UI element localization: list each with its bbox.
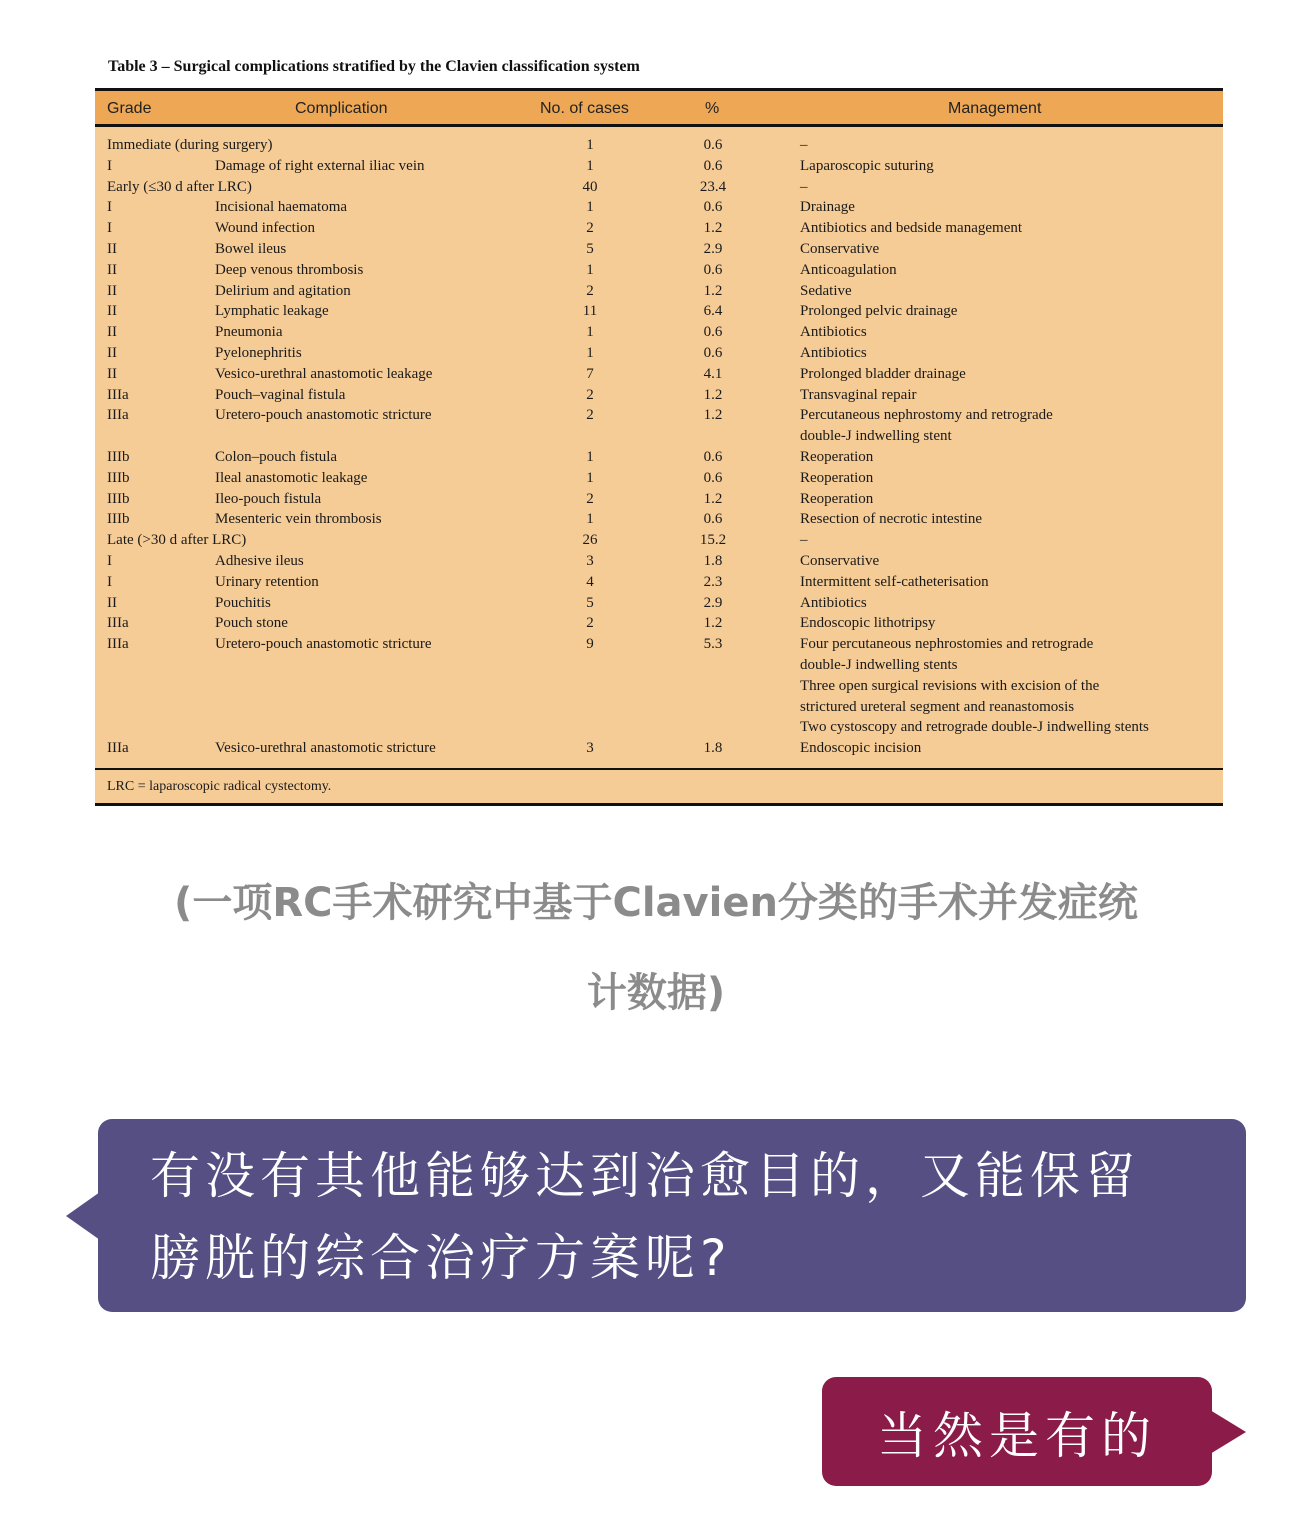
cell-cases: 2 <box>586 615 594 632</box>
cell-grade: I <box>107 157 112 174</box>
cell-percent: 5.3 <box>703 636 723 653</box>
cell-management: double-J indwelling stent <box>800 428 952 445</box>
cell-cases: 2 <box>586 407 594 424</box>
cell-grade: II <box>107 594 117 611</box>
cell-grade: IIIb <box>107 490 130 507</box>
cell-cases: 1 <box>586 344 594 361</box>
cell-management: Antibiotics <box>800 594 867 611</box>
table-row <box>95 530 1223 551</box>
cell-complication: Pouch stone <box>215 615 288 632</box>
table-row <box>95 177 1223 198</box>
cell-management: Endoscopic lithotripsy <box>800 615 936 632</box>
table-row <box>95 697 1223 718</box>
complications-table <box>95 88 1223 806</box>
header-grade: Grade <box>107 100 152 117</box>
cell-cases: 2 <box>586 282 594 299</box>
cell-percent: 1.8 <box>703 552 723 569</box>
cell-cases: 1 <box>586 157 594 174</box>
table-row <box>95 468 1223 489</box>
cell-percent: 0.6 <box>703 324 723 341</box>
table-row <box>95 218 1223 239</box>
cell-complication: Pouch–vaginal fistula <box>215 386 346 403</box>
header-management: Management <box>948 100 1042 117</box>
table-row <box>95 634 1223 655</box>
cell-cases: 40 <box>582 178 598 195</box>
cell-complication: Ileo-pouch fistula <box>215 490 322 507</box>
table-row <box>95 301 1223 322</box>
cell-grade: II <box>107 303 117 320</box>
cell-grade: IIIb <box>107 511 130 528</box>
cell-complication: Vesico-urethral anastomotic stricture <box>215 740 436 757</box>
cell-complication: Bowel ileus <box>215 240 287 257</box>
cell-management: strictured ureteral segment and reanastomosis <box>800 698 1075 715</box>
cell-percent: 0.6 <box>703 469 723 486</box>
cell-management: Resection of necrotic intestine <box>800 511 983 528</box>
cell-management: Conservative <box>800 552 880 569</box>
table-row <box>95 364 1223 385</box>
cell-cases: 5 <box>586 240 594 257</box>
table-row <box>95 197 1223 218</box>
cell-management: Conservative <box>800 240 880 257</box>
cell-percent: 2.9 <box>703 594 723 611</box>
table-row <box>95 509 1223 530</box>
answer-bubble-tail <box>1210 1410 1246 1454</box>
cell-percent: 2.3 <box>703 573 723 590</box>
caption-line-2: 计数据) <box>586 970 726 1016</box>
cell-complication: Incisional haematoma <box>215 199 348 216</box>
cell-grade: IIIa <box>107 407 129 424</box>
cell-complication: Colon–pouch fistula <box>215 448 338 465</box>
table-row <box>95 447 1223 468</box>
cell-cases: 1 <box>586 199 594 216</box>
cell-percent: 0.6 <box>703 344 723 361</box>
cell-cases: 1 <box>586 137 594 153</box>
table-footnote: LRC = laparoscopic radical cystectomy. <box>107 779 332 794</box>
cell-cases: 3 <box>586 552 594 569</box>
cell-grade: I <box>107 552 112 569</box>
cell-percent: 2.9 <box>703 240 723 257</box>
cell-percent: 1.8 <box>703 740 723 757</box>
cell-grade: II <box>107 282 117 299</box>
cell-grade: IIIb <box>107 448 130 465</box>
cell-grade: II <box>107 324 117 341</box>
cell-percent: 1.2 <box>703 407 723 424</box>
cell-complication: Damage of right external iliac vein <box>215 157 425 174</box>
cell-complication: Uretero-pouch anastomotic stricture <box>215 407 432 424</box>
table-row <box>95 613 1223 634</box>
table-header <box>95 88 1223 127</box>
cell-grade: I <box>107 220 112 237</box>
figure-caption <box>80 858 1232 1038</box>
table-row <box>95 572 1223 593</box>
cell-management: Two cystoscopy and retrograde double-J indwelling stents <box>800 719 1149 736</box>
question-bubble <box>98 1119 1246 1312</box>
cell-percent: 0.6 <box>703 199 723 216</box>
cell-management: Antibiotics and bedside management <box>800 220 1023 237</box>
cell-percent: 0.6 <box>703 137 723 153</box>
cell-grade: IIIa <box>107 386 129 403</box>
table-row <box>95 135 1223 156</box>
cell-management: Transvaginal repair <box>800 386 917 403</box>
cell-percent: 15.2 <box>699 532 727 549</box>
cell-percent: 1.2 <box>703 386 723 403</box>
cell-complication: Pyelonephritis <box>215 344 302 361</box>
caption-line-1: (一项RC手术研究中基于Clavien分类的手术并发症统 <box>174 880 1138 926</box>
cell-management: Reoperation <box>800 448 874 465</box>
cell-percent: 4.1 <box>703 365 723 382</box>
cell-grade: II <box>107 261 117 278</box>
table-title: Table 3 – Surgical complications stratified by the Clavien classification system <box>108 58 640 75</box>
table-row <box>95 676 1223 697</box>
cell-percent: 1.2 <box>703 282 723 299</box>
cell-percent: 1.2 <box>703 490 723 507</box>
table-row <box>95 260 1223 281</box>
cell-management: double-J indwelling stents <box>800 656 958 673</box>
cell-grade: IIIa <box>107 740 129 757</box>
cell-management: Prolonged pelvic drainage <box>800 303 958 320</box>
cell-management: – <box>800 178 808 195</box>
question-text <box>150 1135 1210 1299</box>
answer-bubble <box>822 1377 1212 1486</box>
cell-percent: 1.2 <box>703 615 723 632</box>
question-bubble-tail <box>66 1192 100 1240</box>
cell-cases: 2 <box>586 386 594 403</box>
table-row <box>95 281 1223 302</box>
cell-grade: II <box>107 240 117 257</box>
table-row <box>95 655 1223 676</box>
cell-percent: 0.6 <box>703 448 723 465</box>
table-row <box>95 405 1223 426</box>
cell-percent: 0.6 <box>703 261 723 278</box>
cell-percent: 23.4 <box>699 178 727 195</box>
cell-cases: 1 <box>586 324 594 341</box>
cell-grade: I <box>107 573 112 590</box>
cell-management: Drainage <box>800 199 855 216</box>
cell-grade: II <box>107 344 117 361</box>
cell-cases: 5 <box>586 594 594 611</box>
table-body <box>95 135 1223 759</box>
cell-complication: Uretero-pouch anastomotic stricture <box>215 636 432 653</box>
cell-management: Anticoagulation <box>800 261 897 278</box>
cell-percent: 0.6 <box>703 511 723 528</box>
cell-management: Reoperation <box>800 469 874 486</box>
header-percent: % <box>705 100 720 117</box>
cell-percent: 1.2 <box>703 220 723 237</box>
question-line-2: 膀胱的综合治疗方案呢? <box>150 1229 732 1287</box>
cell-management: Percutaneous nephrostomy and retrograde <box>800 407 1053 424</box>
cell-management: Intermittent self-catheterisation <box>800 573 989 590</box>
cell-complication: Urinary retention <box>215 573 319 590</box>
table-row <box>95 738 1223 759</box>
cell-grade: Late (>30 d after LRC) <box>107 532 247 549</box>
cell-grade: IIIa <box>107 636 129 653</box>
cell-management: Laparoscopic suturing <box>800 157 934 174</box>
table-row <box>95 322 1223 343</box>
cell-management: – <box>800 532 808 549</box>
cell-complication: Lymphatic leakage <box>215 303 329 320</box>
cell-cases: 7 <box>586 365 594 382</box>
header-complication: Complication <box>295 100 388 117</box>
answer-text: 当然是有的 <box>877 1406 1157 1465</box>
cell-complication: Pneumonia <box>215 324 283 341</box>
cell-cases: 1 <box>586 469 594 486</box>
table-row <box>95 385 1223 406</box>
cell-complication: Adhesive ileus <box>215 552 304 569</box>
cell-management: Four percutaneous nephrostomies and retrograde <box>800 636 1094 653</box>
table-footer <box>95 768 1223 806</box>
table-row <box>95 156 1223 177</box>
cell-management: Three open surgical revisions with excision of the <box>800 677 1100 694</box>
cell-management: Endoscopic incision <box>800 740 922 757</box>
cell-cases: 4 <box>586 573 594 590</box>
table-row <box>95 593 1223 614</box>
cell-grade: Early (≤30 d after LRC) <box>107 178 252 195</box>
cell-grade: IIIb <box>107 469 130 486</box>
header-cases: No. of cases <box>540 100 629 117</box>
cell-cases: 2 <box>586 490 594 507</box>
cell-grade: IIIa <box>107 615 129 632</box>
cell-management: Reoperation <box>800 490 874 507</box>
cell-cases: 1 <box>586 261 594 278</box>
question-line-1: 有没有其他能够达到治愈目的，又能保留 <box>150 1147 1140 1205</box>
cell-complication: Deep venous thrombosis <box>215 261 364 278</box>
cell-cases: 2 <box>586 220 594 237</box>
cell-cases: 1 <box>586 511 594 528</box>
cell-complication: Ileal anastomotic leakage <box>215 469 368 486</box>
cell-cases: 11 <box>582 303 598 320</box>
cell-management: Antibiotics <box>800 324 867 341</box>
cell-cases: 1 <box>586 448 594 465</box>
cell-management: – <box>800 137 808 153</box>
table-row <box>95 239 1223 260</box>
table-row <box>95 489 1223 510</box>
cell-grade: I <box>107 199 112 216</box>
cell-complication: Mesenteric vein thrombosis <box>215 511 382 528</box>
cell-cases: 9 <box>586 636 594 653</box>
cell-cases: 3 <box>586 740 594 757</box>
cell-complication: Delirium and agitation <box>215 282 351 299</box>
cell-complication: Pouchitis <box>215 594 271 611</box>
cell-management: Sedative <box>800 282 852 299</box>
cell-percent: 6.4 <box>703 303 723 320</box>
table-row <box>95 551 1223 572</box>
cell-cases: 26 <box>582 532 598 549</box>
table-row <box>95 426 1223 447</box>
cell-grade: Immediate (during surgery) <box>107 137 273 153</box>
cell-complication: Vesico-urethral anastomotic leakage <box>215 365 433 382</box>
cell-grade: II <box>107 365 117 382</box>
cell-complication: Wound infection <box>215 220 316 237</box>
table-row <box>95 717 1223 738</box>
table-row <box>95 343 1223 364</box>
cell-management: Antibiotics <box>800 344 867 361</box>
cell-management: Prolonged bladder drainage <box>800 365 966 382</box>
cell-percent: 0.6 <box>703 157 723 174</box>
